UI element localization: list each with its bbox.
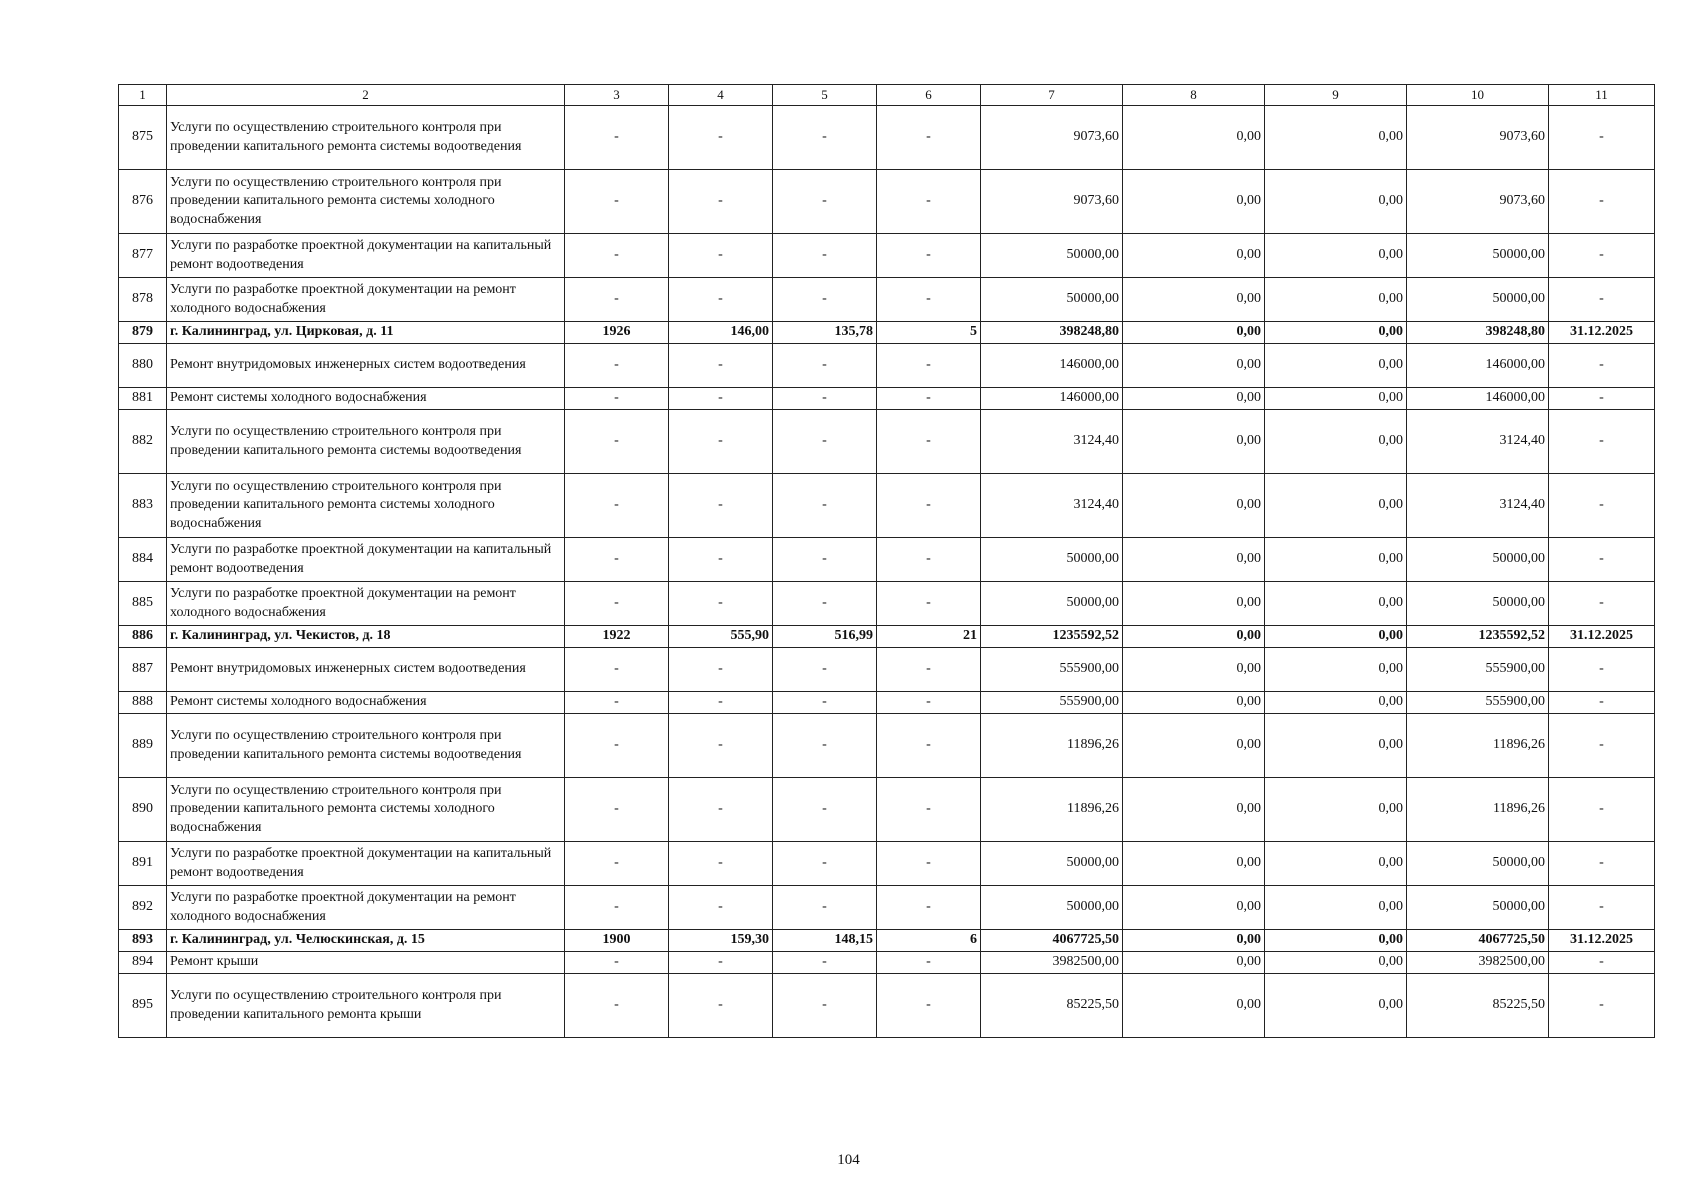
work-name-cell: Услуги по осуществлению строительного контроля при проведении капитального ремонта системы водоотведения — [167, 106, 565, 170]
row-number-cell: 893 — [119, 930, 167, 952]
col6-cell: - — [877, 278, 981, 322]
deadline-cell: 31.12.2025 — [1549, 930, 1655, 952]
work-name-cell: Услуги по осуществлению строительного контроля при проведении капитального ремонта системы водоотведения — [167, 714, 565, 778]
row-number-cell: 890 — [119, 778, 167, 842]
col3-cell: - — [565, 582, 669, 626]
amount-cell: 0,00 — [1123, 388, 1265, 410]
amount-cell: 0,00 — [1123, 626, 1265, 648]
amount-cell: 0,00 — [1265, 344, 1407, 388]
row-number-cell: 894 — [119, 952, 167, 974]
total-cell: 398248,80 — [1407, 322, 1549, 344]
col5-cell: - — [773, 170, 877, 234]
table-row — [119, 410, 1655, 474]
total-cell: 9073,60 — [1407, 170, 1549, 234]
total-cell: 146000,00 — [1407, 344, 1549, 388]
address-row — [119, 626, 1655, 648]
col11-cell: - — [1549, 344, 1655, 388]
amount-cell: 50000,00 — [981, 842, 1123, 886]
amount-cell: 398248,80 — [981, 322, 1123, 344]
col4-cell: - — [669, 234, 773, 278]
amount-cell: 0,00 — [1123, 952, 1265, 974]
amount-cell: 0,00 — [1265, 886, 1407, 930]
col5-cell: 135,78 — [773, 322, 877, 344]
amount-cell: 0,00 — [1123, 842, 1265, 886]
col3-cell: - — [565, 170, 669, 234]
work-name-cell: Ремонт внутридомовых инженерных систем водоотведения — [167, 648, 565, 692]
amount-cell: 3124,40 — [981, 474, 1123, 538]
amount-cell: 0,00 — [1265, 648, 1407, 692]
amount-cell: 0,00 — [1265, 538, 1407, 582]
amount-cell: 3982500,00 — [981, 952, 1123, 974]
col6-cell: - — [877, 344, 981, 388]
col11-cell: - — [1549, 886, 1655, 930]
table-row — [119, 842, 1655, 886]
work-name-cell: Услуги по осуществлению строительного контроля при проведении капитального ремонта системы холодного водоснабжения — [167, 778, 565, 842]
total-cell: 9073,60 — [1407, 106, 1549, 170]
col4-cell: - — [669, 278, 773, 322]
work-name-cell: Услуги по разработке проектной документации на ремонт холодного водоснабжения — [167, 278, 565, 322]
amount-cell: 0,00 — [1123, 278, 1265, 322]
amount-cell: 3124,40 — [981, 410, 1123, 474]
col5-cell: - — [773, 106, 877, 170]
col6-cell: - — [877, 538, 981, 582]
amount-cell: 0,00 — [1123, 930, 1265, 952]
amount-cell: 0,00 — [1123, 974, 1265, 1038]
amount-cell: 0,00 — [1123, 234, 1265, 278]
col11-cell: - — [1549, 170, 1655, 234]
col4-cell: - — [669, 692, 773, 714]
col6-cell: - — [877, 106, 981, 170]
col3-cell: - — [565, 234, 669, 278]
col4-cell: - — [669, 842, 773, 886]
table-row — [119, 106, 1655, 170]
col4-cell: - — [669, 106, 773, 170]
amount-cell: 0,00 — [1123, 538, 1265, 582]
col11-cell: - — [1549, 106, 1655, 170]
total-cell: 50000,00 — [1407, 234, 1549, 278]
column-number-header-row — [119, 85, 1655, 106]
table-row — [119, 886, 1655, 930]
work-name-cell: Услуги по разработке проектной документации на капитальный ремонт водоотведения — [167, 842, 565, 886]
table-row — [119, 648, 1655, 692]
address-row — [119, 322, 1655, 344]
col3-cell: - — [565, 538, 669, 582]
col3-cell: - — [565, 648, 669, 692]
column-header: 6 — [877, 85, 981, 106]
col3-cell: 1926 — [565, 322, 669, 344]
column-header: 7 — [981, 85, 1123, 106]
amount-cell: 0,00 — [1265, 952, 1407, 974]
total-cell: 11896,26 — [1407, 714, 1549, 778]
amount-cell: 50000,00 — [981, 278, 1123, 322]
col6-cell: 6 — [877, 930, 981, 952]
col4-cell: - — [669, 778, 773, 842]
amount-cell: 0,00 — [1265, 388, 1407, 410]
column-header: 5 — [773, 85, 877, 106]
amount-cell: 0,00 — [1123, 582, 1265, 626]
row-number-cell: 884 — [119, 538, 167, 582]
total-cell: 4067725,50 — [1407, 930, 1549, 952]
col4-cell: - — [669, 344, 773, 388]
row-number-cell: 876 — [119, 170, 167, 234]
amount-cell: 555900,00 — [981, 692, 1123, 714]
amount-cell: 0,00 — [1265, 474, 1407, 538]
row-number-cell: 892 — [119, 886, 167, 930]
amount-cell: 0,00 — [1265, 626, 1407, 648]
work-name-cell: Ремонт крыши — [167, 952, 565, 974]
col11-cell: - — [1549, 692, 1655, 714]
amount-cell: 50000,00 — [981, 582, 1123, 626]
total-cell: 50000,00 — [1407, 886, 1549, 930]
col11-cell: - — [1549, 778, 1655, 842]
amount-cell: 0,00 — [1123, 106, 1265, 170]
amount-cell: 0,00 — [1265, 778, 1407, 842]
amount-cell: 0,00 — [1265, 234, 1407, 278]
total-cell: 3982500,00 — [1407, 952, 1549, 974]
col11-cell: - — [1549, 278, 1655, 322]
column-header: 9 — [1265, 85, 1407, 106]
table-row — [119, 778, 1655, 842]
deadline-cell: 31.12.2025 — [1549, 322, 1655, 344]
col5-cell: - — [773, 778, 877, 842]
col5-cell: - — [773, 952, 877, 974]
col5-cell: - — [773, 388, 877, 410]
amount-cell: 0,00 — [1265, 106, 1407, 170]
col4-cell: - — [669, 388, 773, 410]
col4-cell: - — [669, 474, 773, 538]
col3-cell: - — [565, 842, 669, 886]
col4-cell: - — [669, 714, 773, 778]
col11-cell: - — [1549, 582, 1655, 626]
col5-cell: - — [773, 974, 877, 1038]
total-cell: 85225,50 — [1407, 974, 1549, 1038]
col4-cell: - — [669, 410, 773, 474]
amount-cell: 146000,00 — [981, 344, 1123, 388]
amount-cell: 1235592,52 — [981, 626, 1123, 648]
table-row — [119, 952, 1655, 974]
total-cell: 50000,00 — [1407, 278, 1549, 322]
col6-cell: - — [877, 778, 981, 842]
work-name-cell: Ремонт внутридомовых инженерных систем водоотведения — [167, 344, 565, 388]
total-cell: 50000,00 — [1407, 582, 1549, 626]
col11-cell: - — [1549, 842, 1655, 886]
col4-cell: - — [669, 886, 773, 930]
col5-cell: - — [773, 278, 877, 322]
work-name-cell: Услуги по осуществлению строительного контроля при проведении капитального ремонта системы водоотведения — [167, 410, 565, 474]
amount-cell: 50000,00 — [981, 234, 1123, 278]
table-row — [119, 344, 1655, 388]
column-header: 1 — [119, 85, 167, 106]
col3-cell: 1900 — [565, 930, 669, 952]
col3-cell: - — [565, 974, 669, 1038]
col5-cell: - — [773, 410, 877, 474]
col6-cell: - — [877, 692, 981, 714]
row-number-cell: 882 — [119, 410, 167, 474]
col3-cell: - — [565, 388, 669, 410]
col6-cell: - — [877, 474, 981, 538]
col5-cell: - — [773, 692, 877, 714]
total-cell: 146000,00 — [1407, 388, 1549, 410]
work-name-cell: Ремонт системы холодного водоснабжения — [167, 388, 565, 410]
row-number-cell: 878 — [119, 278, 167, 322]
amount-cell: 9073,60 — [981, 170, 1123, 234]
work-name-cell: Ремонт системы холодного водоснабжения — [167, 692, 565, 714]
col4-cell: 159,30 — [669, 930, 773, 952]
total-cell: 1235592,52 — [1407, 626, 1549, 648]
col4-cell: - — [669, 538, 773, 582]
col5-cell: 148,15 — [773, 930, 877, 952]
row-number-cell: 879 — [119, 322, 167, 344]
col4-cell: - — [669, 170, 773, 234]
col6-cell: - — [877, 410, 981, 474]
col11-cell: - — [1549, 648, 1655, 692]
row-number-cell: 877 — [119, 234, 167, 278]
address-cell: г. Калининград, ул. Чекистов, д. 18 — [167, 626, 565, 648]
amount-cell: 0,00 — [1265, 974, 1407, 1038]
col3-cell: - — [565, 952, 669, 974]
col11-cell: - — [1549, 474, 1655, 538]
col11-cell: - — [1549, 538, 1655, 582]
page-number: 104 — [837, 1152, 860, 1168]
col11-cell: - — [1549, 388, 1655, 410]
table-row — [119, 974, 1655, 1038]
total-cell: 50000,00 — [1407, 538, 1549, 582]
column-header: 8 — [1123, 85, 1265, 106]
row-number-cell: 885 — [119, 582, 167, 626]
col5-cell: - — [773, 714, 877, 778]
row-number-cell: 889 — [119, 714, 167, 778]
row-number-cell: 883 — [119, 474, 167, 538]
work-name-cell: Услуги по разработке проектной документации на капитальный ремонт водоотведения — [167, 538, 565, 582]
address-cell: г. Калининград, ул. Цирковая, д. 11 — [167, 322, 565, 344]
amount-cell: 85225,50 — [981, 974, 1123, 1038]
col6-cell: - — [877, 170, 981, 234]
work-name-cell: Услуги по осуществлению строительного контроля при проведении капитального ремонта крыши — [167, 974, 565, 1038]
amount-cell: 0,00 — [1123, 692, 1265, 714]
table-row — [119, 714, 1655, 778]
col5-cell: - — [773, 582, 877, 626]
table-row — [119, 692, 1655, 714]
row-number-cell: 887 — [119, 648, 167, 692]
address-cell: г. Калининград, ул. Челюскинская, д. 15 — [167, 930, 565, 952]
col4-cell: - — [669, 648, 773, 692]
amount-cell: 50000,00 — [981, 538, 1123, 582]
work-name-cell: Услуги по разработке проектной документации на капитальный ремонт водоотведения — [167, 234, 565, 278]
col3-cell: 1922 — [565, 626, 669, 648]
table-row — [119, 474, 1655, 538]
table-body — [119, 106, 1655, 1038]
col6-cell: - — [877, 388, 981, 410]
col6-cell: 5 — [877, 322, 981, 344]
col5-cell: - — [773, 344, 877, 388]
total-cell: 555900,00 — [1407, 692, 1549, 714]
col11-cell: - — [1549, 410, 1655, 474]
deadline-cell: 31.12.2025 — [1549, 626, 1655, 648]
amount-cell: 0,00 — [1265, 410, 1407, 474]
col11-cell: - — [1549, 974, 1655, 1038]
table-row — [119, 388, 1655, 410]
amount-cell: 0,00 — [1123, 886, 1265, 930]
table-row — [119, 582, 1655, 626]
column-header: 11 — [1549, 85, 1655, 106]
col6-cell: 21 — [877, 626, 981, 648]
amount-cell: 0,00 — [1123, 714, 1265, 778]
amount-cell: 0,00 — [1123, 778, 1265, 842]
col6-cell: - — [877, 952, 981, 974]
col3-cell: - — [565, 344, 669, 388]
col6-cell: - — [877, 648, 981, 692]
amount-cell: 0,00 — [1123, 410, 1265, 474]
work-name-cell: Услуги по осуществлению строительного контроля при проведении капитального ремонта системы холодного водоснабжения — [167, 474, 565, 538]
col3-cell: - — [565, 692, 669, 714]
col4-cell: 555,90 — [669, 626, 773, 648]
col6-cell: - — [877, 842, 981, 886]
amount-cell: 0,00 — [1123, 322, 1265, 344]
col4-cell: 146,00 — [669, 322, 773, 344]
col6-cell: - — [877, 234, 981, 278]
amount-cell: 555900,00 — [981, 648, 1123, 692]
amount-cell: 0,00 — [1265, 582, 1407, 626]
amount-cell: 0,00 — [1123, 344, 1265, 388]
col11-cell: - — [1549, 714, 1655, 778]
row-number-cell: 891 — [119, 842, 167, 886]
total-cell: 50000,00 — [1407, 842, 1549, 886]
amount-cell: 4067725,50 — [981, 930, 1123, 952]
amount-cell: 0,00 — [1123, 170, 1265, 234]
col3-cell: - — [565, 278, 669, 322]
amount-cell: 50000,00 — [981, 886, 1123, 930]
column-header: 2 — [167, 85, 565, 106]
column-header: 3 — [565, 85, 669, 106]
col5-cell: - — [773, 234, 877, 278]
row-number-cell: 881 — [119, 388, 167, 410]
total-cell: 3124,40 — [1407, 410, 1549, 474]
register-table — [118, 84, 1655, 1038]
address-row — [119, 930, 1655, 952]
amount-cell: 0,00 — [1265, 170, 1407, 234]
col4-cell: - — [669, 974, 773, 1038]
row-number-cell: 895 — [119, 974, 167, 1038]
column-header: 4 — [669, 85, 773, 106]
column-header: 10 — [1407, 85, 1549, 106]
amount-cell: 0,00 — [1265, 322, 1407, 344]
col5-cell: - — [773, 538, 877, 582]
col6-cell: - — [877, 886, 981, 930]
work-name-cell: Услуги по разработке проектной документации на ремонт холодного водоснабжения — [167, 886, 565, 930]
table-row — [119, 234, 1655, 278]
col5-cell: - — [773, 886, 877, 930]
col5-cell: - — [773, 474, 877, 538]
amount-cell: 0,00 — [1123, 648, 1265, 692]
amount-cell: 0,00 — [1123, 474, 1265, 538]
amount-cell: 11896,26 — [981, 714, 1123, 778]
work-name-cell: Услуги по осуществлению строительного контроля при проведении капитального ремонта системы холодного водоснабжения — [167, 170, 565, 234]
table-row — [119, 170, 1655, 234]
row-number-cell: 886 — [119, 626, 167, 648]
col5-cell: - — [773, 648, 877, 692]
col6-cell: - — [877, 582, 981, 626]
amount-cell: 9073,60 — [981, 106, 1123, 170]
amount-cell: 0,00 — [1265, 842, 1407, 886]
total-cell: 11896,26 — [1407, 778, 1549, 842]
total-cell: 555900,00 — [1407, 648, 1549, 692]
amount-cell: 0,00 — [1265, 930, 1407, 952]
amount-cell: 0,00 — [1265, 714, 1407, 778]
col5-cell: 516,99 — [773, 626, 877, 648]
amount-cell: 11896,26 — [981, 778, 1123, 842]
col4-cell: - — [669, 952, 773, 974]
col3-cell: - — [565, 474, 669, 538]
amount-cell: 0,00 — [1265, 692, 1407, 714]
amount-cell: 146000,00 — [981, 388, 1123, 410]
col3-cell: - — [565, 106, 669, 170]
col6-cell: - — [877, 974, 981, 1038]
col3-cell: - — [565, 714, 669, 778]
col4-cell: - — [669, 582, 773, 626]
col11-cell: - — [1549, 952, 1655, 974]
work-name-cell: Услуги по разработке проектной документации на ремонт холодного водоснабжения — [167, 582, 565, 626]
table-row — [119, 538, 1655, 582]
col5-cell: - — [773, 842, 877, 886]
total-cell: 3124,40 — [1407, 474, 1549, 538]
col3-cell: - — [565, 886, 669, 930]
col6-cell: - — [877, 714, 981, 778]
amount-cell: 0,00 — [1265, 278, 1407, 322]
col3-cell: - — [565, 778, 669, 842]
table-row — [119, 278, 1655, 322]
row-number-cell: 880 — [119, 344, 167, 388]
row-number-cell: 888 — [119, 692, 167, 714]
col11-cell: - — [1549, 234, 1655, 278]
col3-cell: - — [565, 410, 669, 474]
row-number-cell: 875 — [119, 106, 167, 170]
